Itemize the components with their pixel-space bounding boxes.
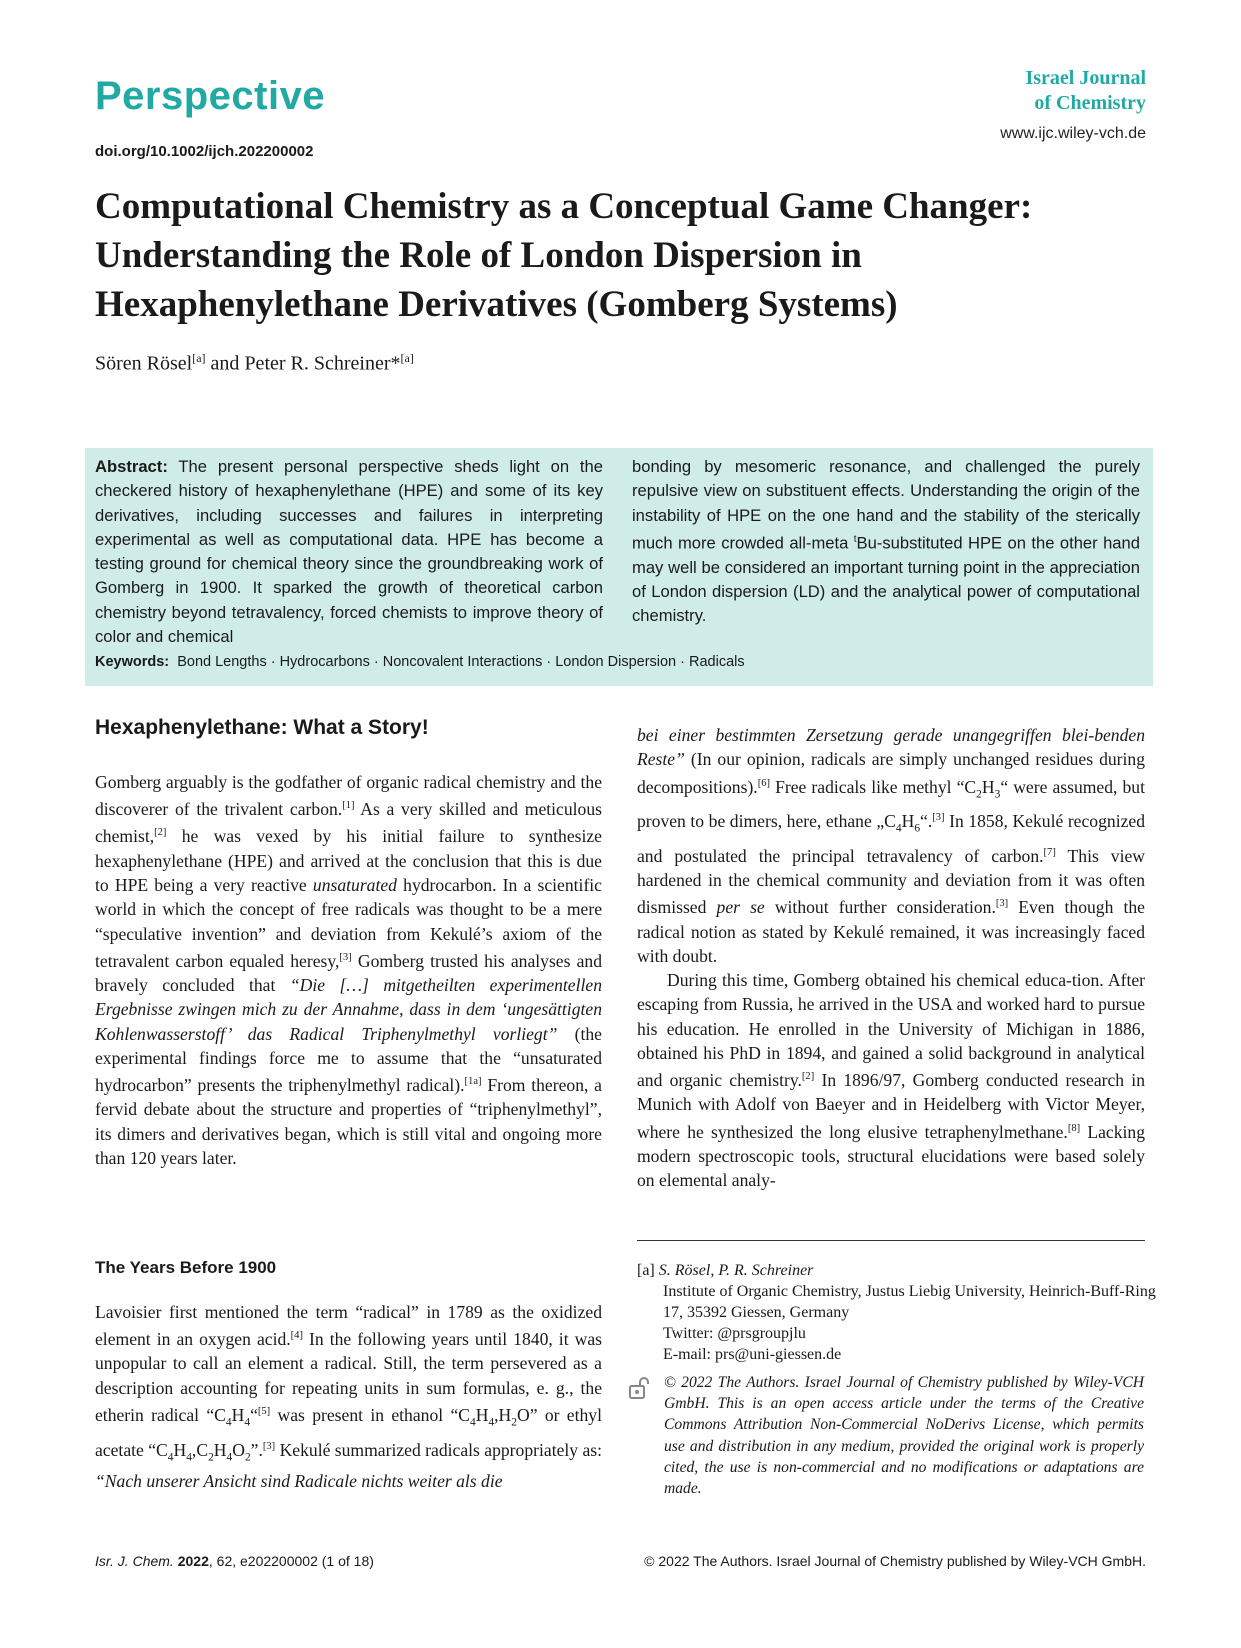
- subscript: 4: [244, 1416, 251, 1429]
- subscript: 2: [976, 787, 982, 800]
- text: ”.: [250, 1439, 263, 1460]
- section-heading-before-1900: The Years Before 1900: [95, 1258, 277, 1277]
- subscript: 2: [511, 1416, 517, 1429]
- text: “.: [920, 811, 933, 832]
- abstract-left-column: [95, 455, 603, 649]
- citation-ref[interactable]: [6]: [757, 777, 771, 789]
- citation-ref[interactable]: [3]: [262, 1440, 276, 1452]
- subscript: 2: [244, 1451, 251, 1464]
- text: “ were assumed, but proven to be dimers, here, ethane „C: [637, 776, 1145, 832]
- citation-ref[interactable]: [1]: [342, 800, 355, 812]
- author-2-affil: [a]: [400, 351, 414, 365]
- text: was present in ethanol “C: [270, 1404, 470, 1425]
- subscript: 4: [225, 1416, 232, 1429]
- section-label: Perspective: [95, 74, 326, 118]
- text: ,H: [494, 1404, 512, 1425]
- paragraph: [637, 968, 1145, 1192]
- text: he was vexed by his initial failure to synthesize hexaphenylethane (HPE) and arrived at the conclusion that this is due to HPE being a very reactive: [95, 826, 602, 895]
- author-1-affil: [a]: [192, 351, 206, 365]
- abstract-right-column: [632, 455, 1140, 629]
- citation-ref[interactable]: [2]: [801, 1071, 815, 1083]
- abstract-text-left: The present personal perspective sheds light on the checkered history of hexaphenylethane (HPE) and some of its key derivatives, including successes and failures in interpreting experimental as well as computational data. HPE has become a testing ground for chemical theory since the groundbreaking work of Gomberg in 1900. It sparked the growth of theoretical carbon chemistry beyond tetravalency, forced chemists to improve theory of color and chemical: [95, 457, 603, 647]
- text: H: [981, 776, 995, 797]
- text: O: [232, 1439, 245, 1460]
- text: This view hardened in the chemical community and deviation from it was often dismissed: [637, 845, 1145, 918]
- subscript: 4: [167, 1451, 174, 1464]
- keywords-list: Bond Lengths · Hydrocarbons · Noncovalent Interactions · London Dispersion · Radicals: [177, 654, 745, 670]
- text: hydrocarbon. In a scientific world in which the concept of free radicals was thought to be a mere “speculative invention” and deviation from Kekulé’s axiom of the tetravalent carbon equaled heresy,: [95, 874, 602, 971]
- subscript: 3: [994, 787, 1001, 800]
- text: H: [173, 1439, 187, 1460]
- section-heading-story: Hexaphenylethane: What a Story!: [95, 716, 429, 739]
- citation-ref[interactable]: [7]: [1043, 846, 1056, 858]
- author-2: Peter R. Schreiner*: [244, 352, 401, 375]
- text: ,C: [191, 1439, 209, 1460]
- text: O” or ethyl acetate “C: [95, 1404, 602, 1460]
- text: From thereon, a fervid debate about the structure and properties of “triphenylmethyl”, its dimers and derivatives began, which is still vital and ongoing more than 120 years later.: [95, 1075, 602, 1168]
- text: Even though the radical notion as stated by Kekulé remained, it was increasingly faced with doubt.: [637, 897, 1145, 966]
- text: H: [901, 811, 915, 832]
- text: Kekulé summarized radicals appropriately as:: [275, 1439, 603, 1460]
- abstract-text-right-a: bonding by mesomeric resonance, and challenged the purely repulsive view on substituent effects. Understanding the origin of the instability of HPE on the one hand and the stability of the sterically much more crowded all-meta: [632, 457, 1140, 553]
- journal-logo-line1: Israel Journal: [1025, 67, 1146, 89]
- footnote-divider: [637, 1240, 1145, 1241]
- text: Lacking modern spectroscopic tools, structural elucidations were based solely on elemental analy-: [637, 1121, 1146, 1191]
- citation-ref[interactable]: [4]: [290, 1330, 303, 1342]
- text: H: [475, 1404, 489, 1425]
- abstract-tert-superscript: t: [853, 533, 857, 545]
- footer-year: 2022: [177, 1553, 209, 1569]
- citation-ref[interactable]: [5]: [257, 1406, 271, 1418]
- text: Free radicals like methyl “C: [770, 776, 977, 797]
- citation-ref[interactable]: [3]: [339, 951, 352, 963]
- page-footer-copyright: © 2022 The Authors. Israel Journal of Chemistry published by Wiley-VCH GmbH.: [644, 1553, 1146, 1569]
- text: In 1858, Kekulé recognized and postulated the principal tetravalency of carbon.: [637, 811, 1145, 866]
- affiliation-names: S. Rösel, P. R. Schreiner: [658, 1262, 814, 1279]
- emphasis: per se: [716, 897, 765, 918]
- journal-logo-line2: of Chemistry: [1034, 92, 1146, 114]
- text: (In our opinion, radicals are simply unchanged residues during decompositions).: [637, 749, 1145, 797]
- text: (the experimental findings force me to assume that the “unsaturated hydrocarbon” presents the triphenylmethyl radical).: [95, 1023, 602, 1095]
- author-1: Sören Rösel: [95, 352, 193, 375]
- german-quote: bei einer bestimmten Zersetzung gerade unangegriffen blei-benden Reste”: [637, 725, 1145, 770]
- subscript: 4: [895, 822, 902, 835]
- abstract-label: Abstract:: [95, 457, 168, 476]
- text: Gomberg trusted his analyses and bravely concluded that: [95, 950, 602, 995]
- section-story-paragraph: [95, 770, 602, 1170]
- text: Lavoisier first mentioned the term “radical” in 1789 as the oxidized element in an oxygen acid.: [95, 1302, 602, 1350]
- german-quote: “Nach unserer Ansicht sind Radicale nichts weiter als die: [95, 1471, 503, 1492]
- footer-volume-page: , 62, e202200002 (1 of 18): [208, 1553, 374, 1569]
- citation-ref[interactable]: [2]: [154, 827, 167, 839]
- subscript: 4: [226, 1451, 233, 1464]
- affiliation-twitter[interactable]: Twitter: @prsgroupjlu: [663, 1325, 806, 1342]
- affiliation-institute: Institute of Organic Chemistry, Justus Liebig University, Heinrich-Buff-Ring 17, 35392 Giessen, Germany: [663, 1283, 1156, 1321]
- license-statement: © 2022 The Authors. Israel Journal of Chemistry published by Wiley-VCH GmbH. This is an open access article under the terms of the Creative Commons Attribution Non-Commercial NoDerivs License, which permits use and distribution in any medium, provided the original work is properly cited, the use is non-commercial and no modifications or adaptations are made.: [664, 1374, 1144, 1498]
- open-access-icon: [628, 1376, 652, 1400]
- text: During this time, Gomberg obtained his chemical educa-tion. After escaping from Russia, he arrived in the USA and worked hard to pursue his education. He enrolled in the University of Michigan in 1886, obtained his PhD in 1894, and gained a solid background in analytical and organic chemistry.: [637, 970, 1145, 1091]
- doi-link[interactable]: doi.org/10.1002/ijch.202200002: [95, 143, 314, 160]
- abstract-box: [85, 448, 1153, 686]
- journal-url[interactable]: www.ijc.wiley-vch.de: [1000, 125, 1146, 142]
- author-list: [95, 351, 414, 376]
- text: As a very skilled and meticulous chemist,: [95, 799, 602, 847]
- affiliation-marker: [a]: [637, 1262, 655, 1279]
- author-separator: and: [205, 352, 245, 375]
- section-before-1900-paragraph: [95, 1300, 602, 1494]
- affiliation-names-line: [637, 1260, 1157, 1281]
- text: In the following years until 1840, it was unpopular to call an element a radical. Still, the term persevered as a description accounting for repeating units in sum formulas, e. g., the etherin radical “C: [95, 1329, 602, 1425]
- text: Gomberg arguably is the godfather of organic radical chemistry and the discoverer of the trivalent carbon.: [95, 772, 602, 820]
- footer-journal: Isr. J. Chem.: [95, 1553, 174, 1569]
- paragraph: [637, 723, 1145, 968]
- keywords-label: Keywords:: [95, 654, 170, 670]
- citation-ref[interactable]: [3]: [995, 898, 1009, 910]
- affiliation-footnote: [637, 1260, 1157, 1365]
- citation-ref[interactable]: [3]: [932, 812, 945, 824]
- page-footer-citation: [95, 1553, 374, 1569]
- journal-logo: [1025, 66, 1146, 116]
- subscript: 2: [208, 1451, 214, 1464]
- emphasis: unsaturated: [312, 874, 397, 895]
- subscript: 4: [186, 1451, 192, 1464]
- text: “: [250, 1404, 258, 1425]
- citation-ref[interactable]: [8]: [1067, 1122, 1081, 1134]
- citation-ref[interactable]: [1a]: [464, 1076, 482, 1088]
- text: H: [213, 1439, 227, 1460]
- subscript: 4: [470, 1416, 476, 1429]
- german-quote: “Die […] mitgetheilten experimentellen Ergebnisse zwingen mich zu der Annahme, dass in dem ‘ungesättigten Kohlenwasserstoff’ das Radical Triphenylmethyl vorliegt”: [95, 974, 602, 1044]
- subscript: 4: [488, 1416, 495, 1429]
- keywords: [95, 654, 745, 670]
- subscript: 6: [914, 822, 921, 835]
- right-column-text: [637, 723, 1145, 1193]
- text: H: [231, 1404, 245, 1425]
- affiliation-email[interactable]: E-mail: prs@uni-giessen.de: [663, 1346, 842, 1363]
- text: without further consideration.: [764, 897, 996, 918]
- abstract-text-right-b: Bu-substituted HPE on the other hand may well be considered an important turning point in the appreciation of London dispersion (LD) and the analytical power of computational chemistry.: [632, 533, 1140, 626]
- article-title: Computational Chemistry as a Conceptual Game Changer: Understanding the Role of London Dispersion in Hexaphenylethane Derivatives (Gomberg Systems): [95, 186, 1033, 325]
- text: In 1896/97, Gomberg conducted research in Munich with Adolf von Baeyer and in Heidelberg with Victor Meyer, where he synthesized the long elusive tetraphenylmethane.: [637, 1070, 1145, 1142]
